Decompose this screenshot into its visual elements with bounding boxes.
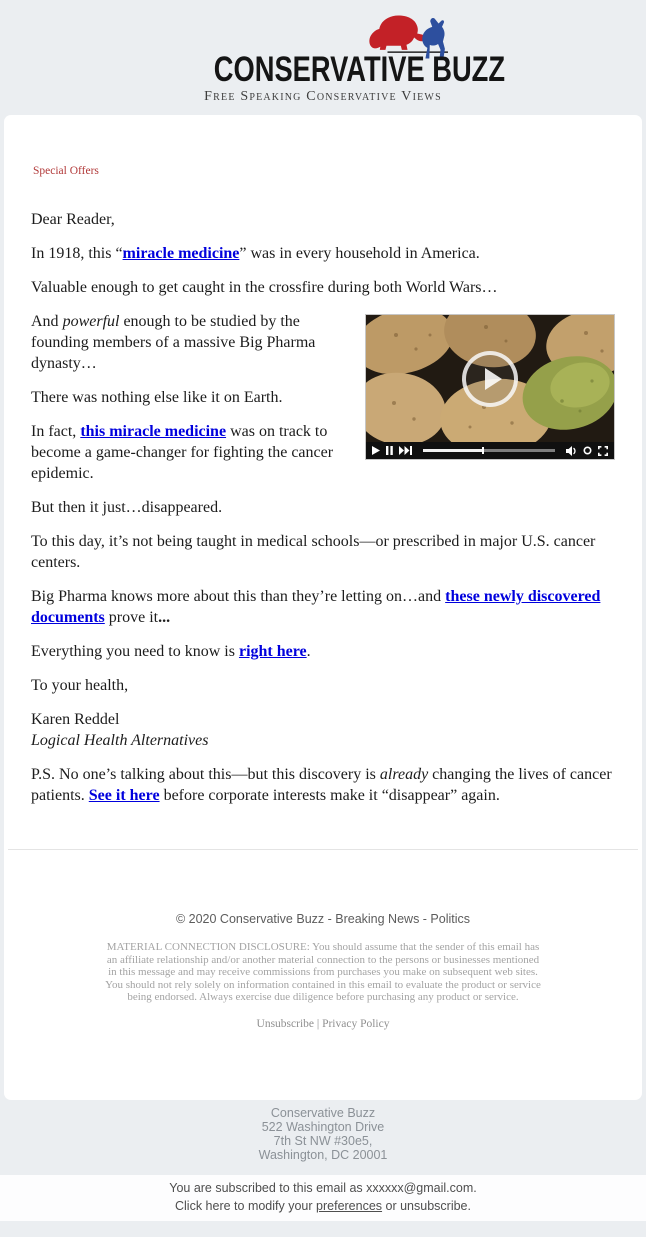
- text-segment: But then it just…disappeared.: [31, 499, 223, 516]
- paragraph-to-this-day: [31, 531, 615, 573]
- subscription-line-2: [0, 1197, 646, 1215]
- play-icon[interactable]: [372, 446, 380, 455]
- play-overlay-icon[interactable]: [366, 315, 614, 442]
- text-segment: P.S. No one’s talking about this—but this discovery is: [31, 766, 380, 783]
- inline-link[interactable]: these newly discovered documents: [31, 588, 601, 626]
- video-controls: [366, 442, 614, 459]
- text-segment: Big Pharma knows more about this than they’re letting on…and: [31, 588, 446, 605]
- text-segment: ” was in every household in America.: [239, 245, 480, 262]
- special-offers-label: Special Offers: [33, 165, 99, 177]
- material-disclosure: MATERIAL CONNECTION DISCLOSURE: You should assume that the sender of this email has an affiliate relationship and/or another material connection to the persons or businesses mentioned in this message and may receive commissions from purchases you make on subsequent web sites. You should not rely solely on information contained in this email to evaluate the product or service being endorsed. Always exercise due diligence before purchasing any product or service.: [105, 941, 541, 1003]
- paragraph-to-your-health: [31, 675, 615, 696]
- text-segment: Everything you need to know is: [31, 643, 239, 660]
- sender-address: [0, 1100, 646, 1162]
- skip-forward-icon[interactable]: [399, 446, 412, 455]
- video-thumbnail[interactable]: [366, 315, 614, 442]
- italic-text: already: [379, 766, 429, 783]
- pause-icon[interactable]: [386, 446, 393, 455]
- text-segment: or unsubscribe.: [382, 1198, 471, 1213]
- address-line: Washington, DC 20001: [258, 1147, 388, 1162]
- footer-links-row: [31, 1018, 615, 1030]
- text-segment: changing the lives of cancer patients.: [31, 766, 612, 804]
- italic-text: powerful: [62, 313, 120, 330]
- main-section: [31, 311, 615, 819]
- text-segment: To this day, it’s not being taught in medical schools—or prescribed in major U.S. cancer centers.: [31, 533, 596, 571]
- video-player[interactable]: [365, 314, 615, 460]
- text-segment: .: [306, 643, 311, 660]
- text-segment: Valuable enough to get caught in the crossfire during both World Wars…: [31, 279, 498, 296]
- inline-link[interactable]: miracle medicine: [122, 245, 240, 262]
- paragraph-valuable: [31, 277, 615, 298]
- text-segment: Dear Reader,: [31, 211, 115, 228]
- text-segment: There was nothing else like it on Earth.: [31, 389, 283, 406]
- text-segment: And: [31, 313, 63, 330]
- email-body-text: [31, 209, 615, 819]
- text-segment: In 1918, this “: [31, 245, 123, 262]
- inline-link[interactable]: right here: [238, 643, 307, 660]
- paragraph-disappeared: [31, 497, 615, 518]
- address-line: Conservative Buzz: [270, 1105, 376, 1120]
- text-segment: before corporate interests make it “disappear” again.: [159, 787, 500, 804]
- fullscreen-icon[interactable]: [598, 446, 608, 456]
- text-segment: prove it: [104, 609, 159, 626]
- subscription-strip: [0, 1175, 646, 1221]
- italic-text: Logical Health Alternatives: [31, 732, 209, 749]
- intro-paragraphs: [31, 209, 615, 298]
- bold-text: ...: [158, 609, 171, 626]
- email-body-card: [4, 115, 642, 1100]
- subscription-link[interactable]: preferences: [316, 1198, 383, 1213]
- text-segment: You are subscribed to this email as xxxxxx@gmail.com.: [169, 1180, 477, 1195]
- volume-icon[interactable]: [566, 446, 577, 456]
- inline-link[interactable]: this miracle medicine: [80, 423, 227, 440]
- copyright-line: © 2020 Conservative Buzz - Breaking News - Politics: [175, 912, 471, 926]
- progress-cursor[interactable]: [482, 447, 484, 454]
- video-progress-bar[interactable]: [423, 442, 555, 459]
- progress-track: [423, 449, 555, 452]
- paragraph-big-pharma: [31, 586, 615, 628]
- text-segment: |: [314, 1017, 323, 1030]
- play-triangle-icon: [485, 368, 502, 390]
- paragraph-intro-1918: [31, 243, 615, 264]
- address-line: 7th St NW #30e5,: [273, 1133, 373, 1148]
- logo-tagline: Free Speaking Conservative Views: [204, 88, 442, 104]
- subscription-line-1: [0, 1179, 646, 1197]
- progress-fill: [423, 449, 482, 452]
- paragraph-signature: [31, 709, 615, 751]
- settings-circle-icon[interactable]: [583, 446, 592, 455]
- play-circle: [462, 351, 518, 407]
- footer-link[interactable]: Privacy Policy: [322, 1017, 390, 1030]
- text-segment: Click here to modify your: [175, 1198, 317, 1213]
- footer-divider: [8, 849, 638, 850]
- logo-title: CONSERVATIVE BUZZ: [213, 49, 506, 89]
- paragraph-ps: [31, 764, 615, 806]
- inline-link[interactable]: See it here: [88, 787, 160, 804]
- paragraph-everything: [31, 641, 615, 662]
- paragraph-greeting: [31, 209, 615, 230]
- text-segment: Karen Reddel: [31, 711, 120, 728]
- email-header: [0, 0, 646, 115]
- address-line: 522 Washington Drive: [261, 1119, 385, 1134]
- text-segment: was on track to become a game-changer for fighting the cancer epidemic.: [31, 423, 334, 482]
- footer-link[interactable]: Unsubscribe: [256, 1017, 315, 1030]
- text-segment: To your health,: [31, 677, 129, 694]
- text-segment: In fact,: [31, 423, 81, 440]
- elephant-icon: [369, 15, 425, 49]
- text-segment: enough to be studied by the founding members of a massive Big Pharma dynasty…: [31, 313, 316, 372]
- brand-logo[interactable]: [183, 10, 506, 106]
